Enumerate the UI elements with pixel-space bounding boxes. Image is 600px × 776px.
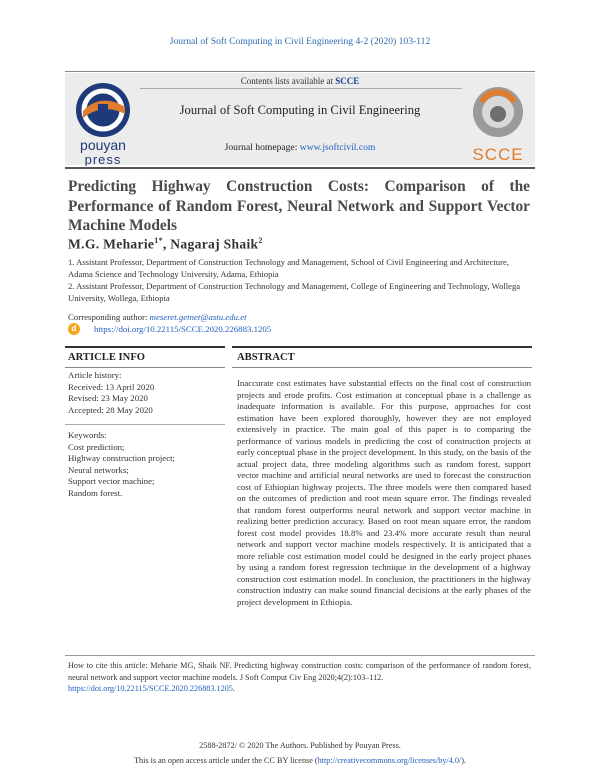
affiliation-2: 2. Assistant Professor, Department of Construction Technology and Management, College of Engineering and Technology, Wollega University, Wollega, Ethiopia — [68, 281, 521, 303]
author-separator: , — [162, 236, 171, 252]
masthead-top-rule — [65, 71, 535, 72]
abstract-heading: ABSTRACT — [237, 352, 295, 363]
journal-title: Journal of Soft Computing in Civil Engineering — [179, 103, 421, 117]
corresponding-label: Corresponding author: — [68, 312, 150, 322]
copyright-line: 2588-2872/ © 2020 The Authors. Published by Pouyan Press. — [199, 741, 401, 750]
contents-prefix: Contents lists available at — [240, 76, 336, 86]
article-history — [68, 370, 154, 416]
citation-doi-link[interactable]: https://doi.org/10.22115/SCCE.2020.226883.1205 — [68, 684, 233, 693]
scce-logo-center — [490, 106, 506, 122]
citation-rule — [65, 655, 535, 656]
pouyan-logo-icon — [67, 80, 139, 166]
license-line — [0, 756, 600, 765]
scce-logo-icon — [462, 78, 534, 166]
masthead-inner-rule — [140, 88, 462, 89]
homepage-prefix: Journal homepage: — [224, 142, 300, 153]
info-top-rule — [65, 346, 225, 348]
running-header: Journal of Soft Computing in Civil Engineering 4-2 (2020) 103-112 — [169, 36, 431, 47]
scce-logo — [462, 78, 534, 166]
abstract-top-rule — [232, 346, 532, 348]
keyword-item: Random forest. — [68, 487, 123, 498]
keyword-item: Cost prediction; — [68, 441, 125, 452]
info-heading-rule — [65, 367, 225, 368]
citation-end: . — [232, 684, 235, 693]
article-info-heading: ARTICLE INFO — [68, 352, 146, 363]
pouyan-press-logo — [67, 80, 139, 166]
author-list — [68, 236, 263, 253]
corresponding-email[interactable]: meseret.getnet@astu.edu.et — [149, 312, 247, 322]
history-received: Received: 13 April 2020 — [68, 381, 155, 392]
homepage-link[interactable]: www.jsoftcivil.com — [299, 142, 376, 153]
affiliation-1: 1. Assistant Professor, Department of Construction Technology and Management, School of Civil Engineering and Architecture, Adama Science and Technology University, Adama, Ethiopia — [68, 257, 509, 279]
license-link[interactable]: http://creativecommons.org/licenses/by/4.0/ — [317, 756, 462, 765]
masthead-bottom-rule — [65, 167, 535, 169]
abstract-text: Inaccurate cost estimates have substantial effects on the final cost of construction projects and erode profits. Cost estimation at conceptual phase is a challenge as inadequate information is available. For this purpose, approaches for cost estimation have been explored thoroughly, however they are not employed extensively in practice. The main goal of this paper is to comparing the performance of various models in predicting the cost of construction projects at early conceptual phase in the project development. In this study, on the basis of the actual project data, three modeling algorithms such as random forest, support vector machine and artificial neural networks are used to forecast the construction cost of Ethiopian highway projects. The three models were then compared based on the outcomes of prediction and root mean square error. The findings revealed that random forest outperforms neural network and support vector machine in realizing better prediction accuracy. Based on root mean square error, the random forest cost model provides 18.8% and 23.4% more accurate result than neural network and support vector machine models respectively. It is anticipated that a more reliable cost estimation model could be designed in the early project phases by using a random forest regression technique in the development of a highway construction cost estimation model. In conclusion, the practitioners in the highway construction industry can make sound financial decisions at the early phases of the project development in Ethiopia. — [237, 378, 531, 607]
keyword-item: Neural networks; — [68, 464, 129, 475]
pouyan-logo-word: pouyan — [80, 137, 126, 153]
corresponding-author — [68, 312, 247, 322]
author-1-marker: 1* — [154, 236, 163, 245]
keywords-label: Keywords: — [68, 430, 107, 440]
press-logo-word: press — [84, 152, 122, 166]
history-accepted: Accepted: 28 May 2020 — [68, 404, 153, 415]
doi-link[interactable]: https://doi.org/10.22115/SCCE.2020.226883.1205 — [94, 324, 272, 334]
license-suffix: ). — [461, 756, 466, 765]
keywords-block — [68, 430, 175, 499]
keyword-item: Highway construction project; — [68, 453, 176, 463]
author-2-marker: 2 — [258, 236, 263, 245]
doi-line — [68, 323, 271, 335]
history-label: Article history: — [68, 370, 122, 380]
paper-title: Predicting Highway Construction Costs: Comparison of the Performance of Random Forest, Neural Network and Support Vector Machine Models — [68, 178, 530, 234]
citation-text: How to cite this article: Meharie MG, Shaik NF. Predicting highway construction costs: comparison of the performance of random forest, neural network and support vector machine models. J Soft Comput Civ Eng 2020;4(2):103–112. — [68, 661, 531, 682]
author-1: M.G. Meharie — [68, 236, 155, 252]
license-prefix: This is an open access article under the CC BY license ( — [134, 756, 318, 765]
history-divider — [65, 424, 225, 425]
scce-logo-word: SCCE — [472, 145, 524, 164]
contents-source: SCCE — [335, 76, 360, 86]
keyword-item: Support vector machine; — [68, 476, 155, 486]
citation-block — [68, 660, 531, 695]
author-2: Nagaraj Shaik — [170, 236, 259, 252]
doi-icon: d — [68, 323, 80, 335]
history-revised: Revised: 23 May 2020 — [68, 393, 148, 403]
abstract-heading-rule — [232, 367, 532, 368]
